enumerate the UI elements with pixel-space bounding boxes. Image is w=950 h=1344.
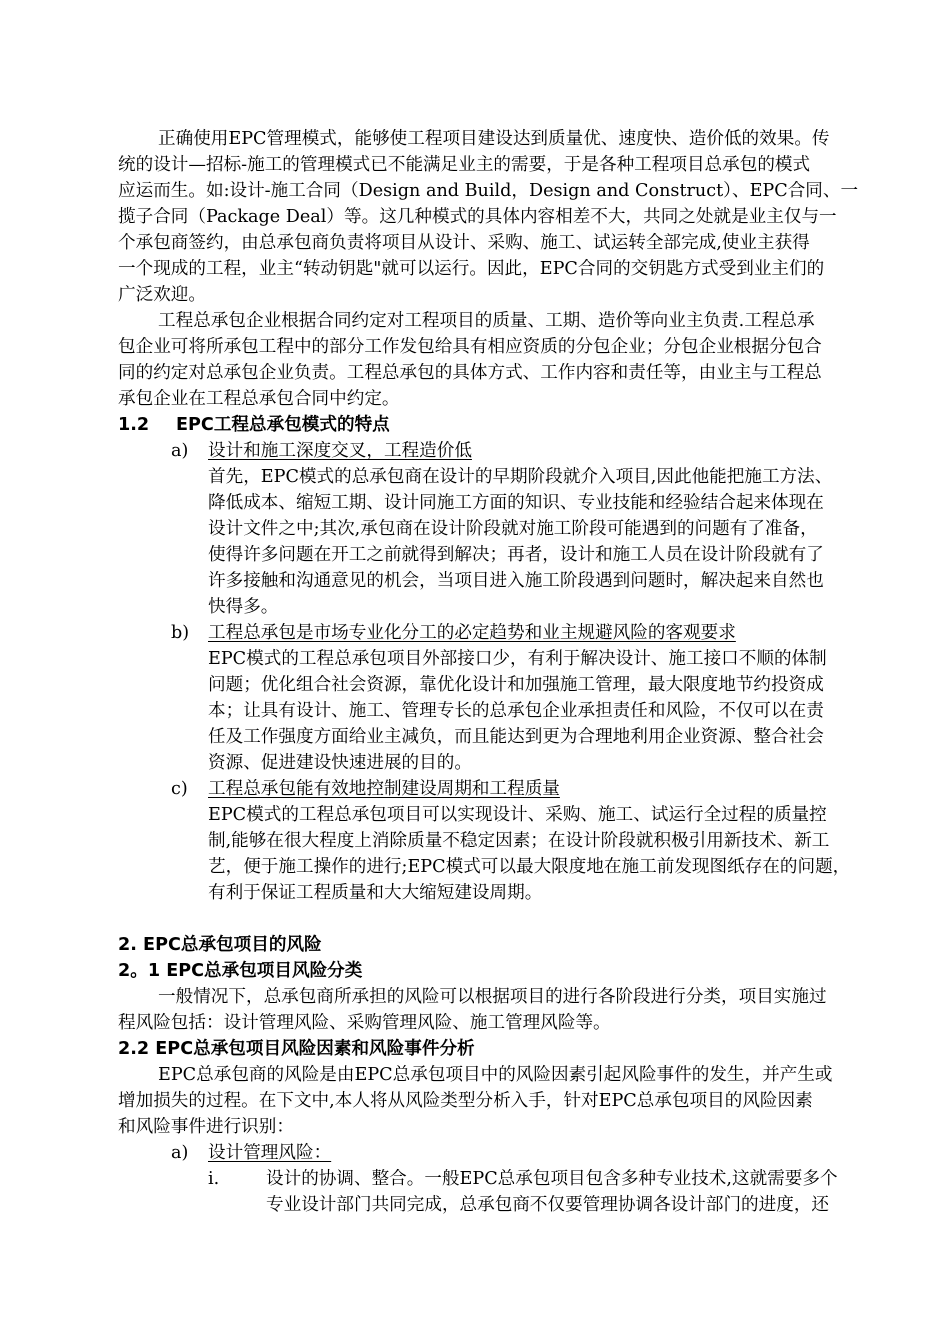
item-c-body-line: 有利于保证工程质量和大大缩短建设周期。 xyxy=(208,883,543,903)
item-b-marker: b) xyxy=(171,623,190,643)
item-a-body-line: 降低成本、缩短工期、设计同施工方面的知识、专业技能和经验结合起来体现在 xyxy=(208,493,824,513)
item-b-body-line: 本；让具有设计、施工、管理专长的总承包企业承担责任和风险，不仅可以在责 xyxy=(208,701,824,721)
item-b-body-line: EPC模式的工程总承包项目外部接口少，有利于解决设计、施工接口不顺的体制 xyxy=(208,649,827,669)
section-1-2-number: 1.2 xyxy=(118,415,150,435)
para1-line: 正确使用EPC管理模式，能够使工程项目建设达到质量优、速度快、造价低的效果。传 xyxy=(158,129,830,149)
item-c-body-line: EPC模式的工程总承包项目可以实现设计、采购、施工、试运行全过程的质量控 xyxy=(208,805,827,825)
section-2-heading: 2. EPC总承包项目的风险 xyxy=(118,935,322,955)
item-c-marker: c) xyxy=(171,779,188,799)
para3-line: 一般情况下，总承包商所承担的风险可以根据项目的进行各阶段进行分类，项目实施过 xyxy=(158,987,827,1007)
para1-line: 应运而生。如:设计-施工合同（Design and Build，Design and Construct）、EPC合同、一 xyxy=(118,181,859,201)
item-a2-title: 设计管理风险： xyxy=(208,1143,332,1163)
item-a2-marker: a) xyxy=(171,1143,189,1163)
item-a-marker: a) xyxy=(171,441,189,461)
sub-item-i-body-line: 设计的协调、整合。一般EPC总承包项目包含多种专业技术,这就需要多个 xyxy=(266,1169,838,1189)
para2-line: 同的约定对总承包企业负责。工程总承包的具体方式、工作内容和责任等，由业主与工程总 xyxy=(118,363,822,383)
item-a-title: 设计和施工深度交叉，工程造价低 xyxy=(208,441,472,461)
para2-line: 承包企业在工程总承包合同中约定。 xyxy=(118,389,400,409)
sub-item-i-body-line: 专业设计部门共同完成，总承包商不仅要管理协调各设计部门的进度，还 xyxy=(266,1195,830,1215)
para4-line: 和风险事件进行识别： xyxy=(118,1117,294,1137)
para4-line: 增加损失的过程。在下文中,本人将从风险类型分析入手，针对EPC总承包项目的风险因素 xyxy=(118,1091,813,1111)
para2-line: 工程总承包企业根据合同约定对工程项目的质量、工期、造价等向业主负责.工程总承 xyxy=(158,311,815,331)
para4-line: EPC总承包商的风险是由EPC总承包项目中的风险因素引起风险事件的发生，并产生或 xyxy=(158,1065,833,1085)
para1-line: 统的设计—招标-施工的管理模式已不能满足业主的需要，于是各种工程项目总承包的模式 xyxy=(118,155,811,175)
item-b-body-line: 任及工作强度方面给业主减负，而且能达到更为合理地利用企业资源、整合社会 xyxy=(208,727,824,747)
para1-line: 个承包商签约，由总承包商负责将项目从设计、采购、施工、试运转全部完成,使业主获得 xyxy=(118,233,810,253)
item-c-body-line: 制,能够在很大程度上消除质量不稳定因素；在设计阶段就积极引用新技术、新工 xyxy=(208,831,830,851)
item-b-title: 工程总承包是市场专业化分工的必定趋势和业主规避风险的客观要求 xyxy=(208,623,736,643)
item-b-body-line: 问题；优化组合社会资源，靠优化设计和加强施工管理，最大限度地节约投资成 xyxy=(208,675,824,695)
section-2-2-heading: 2.2 EPC总承包项目风险因素和风险事件分析 xyxy=(118,1039,475,1059)
para1-line: 揽子合同（Package Deal）等。这几种模式的具体内容相差不大，共同之处就是业主仅与一 xyxy=(118,207,837,227)
item-b-body-line: 资源、促进建设快速进展的目的。 xyxy=(208,753,472,773)
para3-line: 程风险包括：设计管理风险、采购管理风险、施工管理风险等。 xyxy=(118,1013,611,1033)
item-c-title: 工程总承包能有效地控制建设周期和工程质量 xyxy=(208,779,560,799)
item-a-body-line: 快得多。 xyxy=(208,597,279,617)
para1-line: 广泛欢迎。 xyxy=(118,285,206,305)
item-a-body-line: 设计文件之中;其次,承包商在设计阶段就对施工阶段可能遇到的问题有了准备， xyxy=(208,519,818,539)
sub-item-i-marker: i. xyxy=(208,1169,220,1189)
para2-line: 包企业可将所承包工程中的部分工作发包给具有相应资质的分包企业；分包企业根据分包合 xyxy=(118,337,822,357)
section-2-1-heading: 2。1 EPC总承包项目风险分类 xyxy=(118,961,363,981)
item-c-body-line: 艺，便于施工操作的进行;EPC模式可以最大限度地在施工前发现图纸存在的问题， xyxy=(208,857,851,877)
item-a-body-line: 许多接触和沟通意见的机会，当项目进入施工阶段遇到问题时，解决起来自然也 xyxy=(208,571,824,591)
section-1-2-title: EPC工程总承包模式的特点 xyxy=(176,415,390,435)
item-a-body-line: 使得许多问题在开工之前就得到解决；再者，设计和施工人员在设计阶段就有了 xyxy=(208,545,824,565)
item-a-body-line: 首先，EPC模式的总承包商在设计的早期阶段就介入项目,因此他能把施工方法、 xyxy=(208,467,833,487)
para1-line: 一个现成的工程，业主“转动钥匙"就可以运行。因此，EPC合同的交钥匙方式受到业主们的 xyxy=(118,259,825,279)
